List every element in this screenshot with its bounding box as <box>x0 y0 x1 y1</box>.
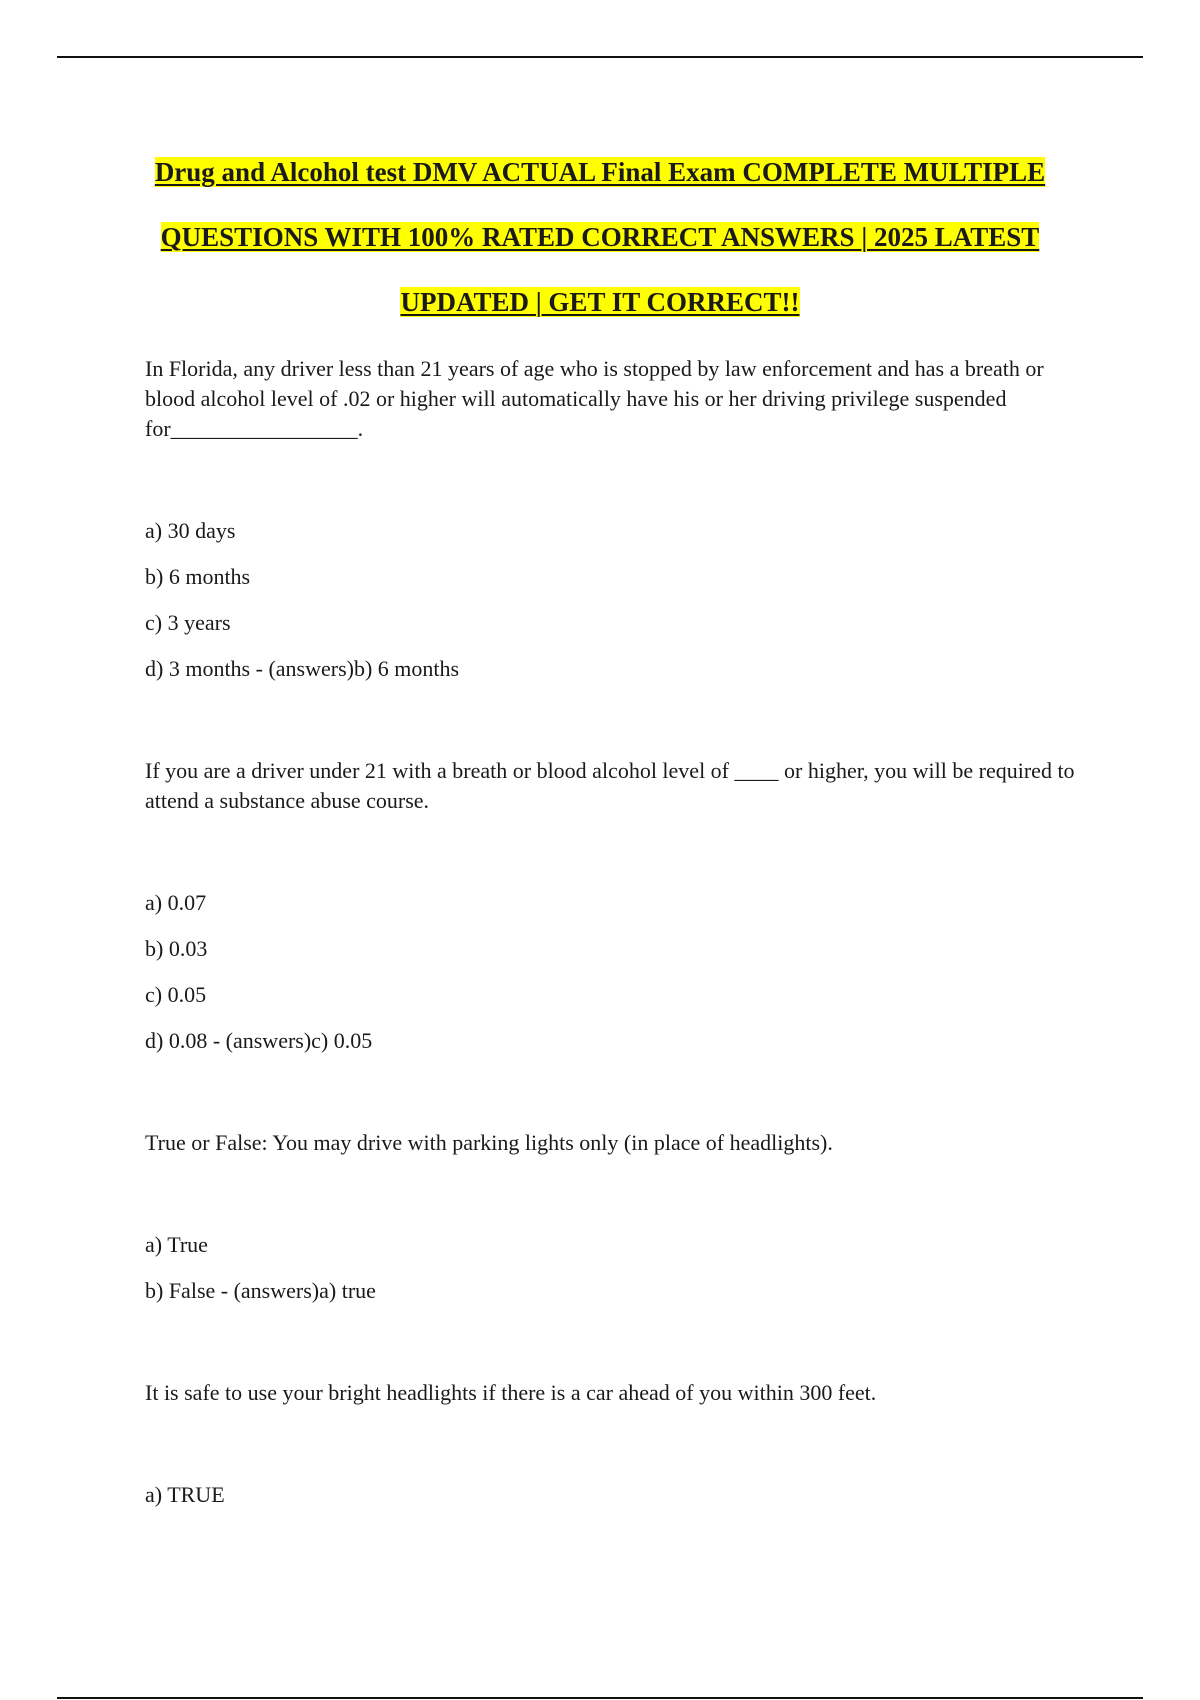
question-block-4 <box>145 1378 1085 1518</box>
answer-option: b) 0.03 <box>145 936 208 961</box>
answer-option: a) True <box>145 1232 208 1257</box>
bottom-rule <box>57 1697 1143 1699</box>
title-line-2: QUESTIONS WITH 100% RATED CORRECT ANSWERS | 2025 LATEST <box>160 222 1040 252</box>
answer-option: a) 30 days <box>145 518 236 543</box>
question-text: If you are a driver under 21 with a breath or blood alcohol level of ____ or higher, you will be required to attend a substance abuse course. <box>145 758 1075 813</box>
question-text: True or False: You may drive with parking lights only (in place of headlights). <box>145 1130 833 1155</box>
answer-options <box>145 508 1085 692</box>
answer-option: d) 3 months - (answers)b) 6 months <box>145 656 460 681</box>
answer-options <box>145 1472 1085 1518</box>
top-rule <box>57 56 1143 58</box>
answer-option: a) 0.07 <box>145 890 207 915</box>
answer-options <box>145 880 1085 1064</box>
answer-option: c) 3 years <box>145 610 231 635</box>
answer-options <box>145 1222 1085 1314</box>
question-list <box>145 354 1085 1518</box>
question-text: In Florida, any driver less than 21 years of age who is stopped by law enforcement and has a breath or blood alcohol level of .02 or higher will automatically have his or her driving privilege suspended for_________________. <box>145 356 1044 441</box>
question-block-1 <box>145 354 1085 692</box>
answer-option: b) 6 months <box>145 564 251 589</box>
title-line-3: UPDATED | GET IT CORRECT!! <box>400 287 800 317</box>
answer-option: d) 0.08 - (answers)c) 0.05 <box>145 1028 373 1053</box>
question-text: It is safe to use your bright headlights if there is a car ahead of you within 300 feet. <box>145 1380 877 1405</box>
question-block-3 <box>145 1128 1085 1314</box>
title-line-1: Drug and Alcohol test DMV ACTUAL Final Exam COMPLETE MULTIPLE <box>154 157 1046 187</box>
answer-option: c) 0.05 <box>145 982 207 1007</box>
question-block-2 <box>145 756 1085 1064</box>
document-title <box>100 140 1100 335</box>
answer-option: b) False - (answers)a) true <box>145 1278 376 1303</box>
answer-option: a) TRUE <box>145 1482 225 1507</box>
